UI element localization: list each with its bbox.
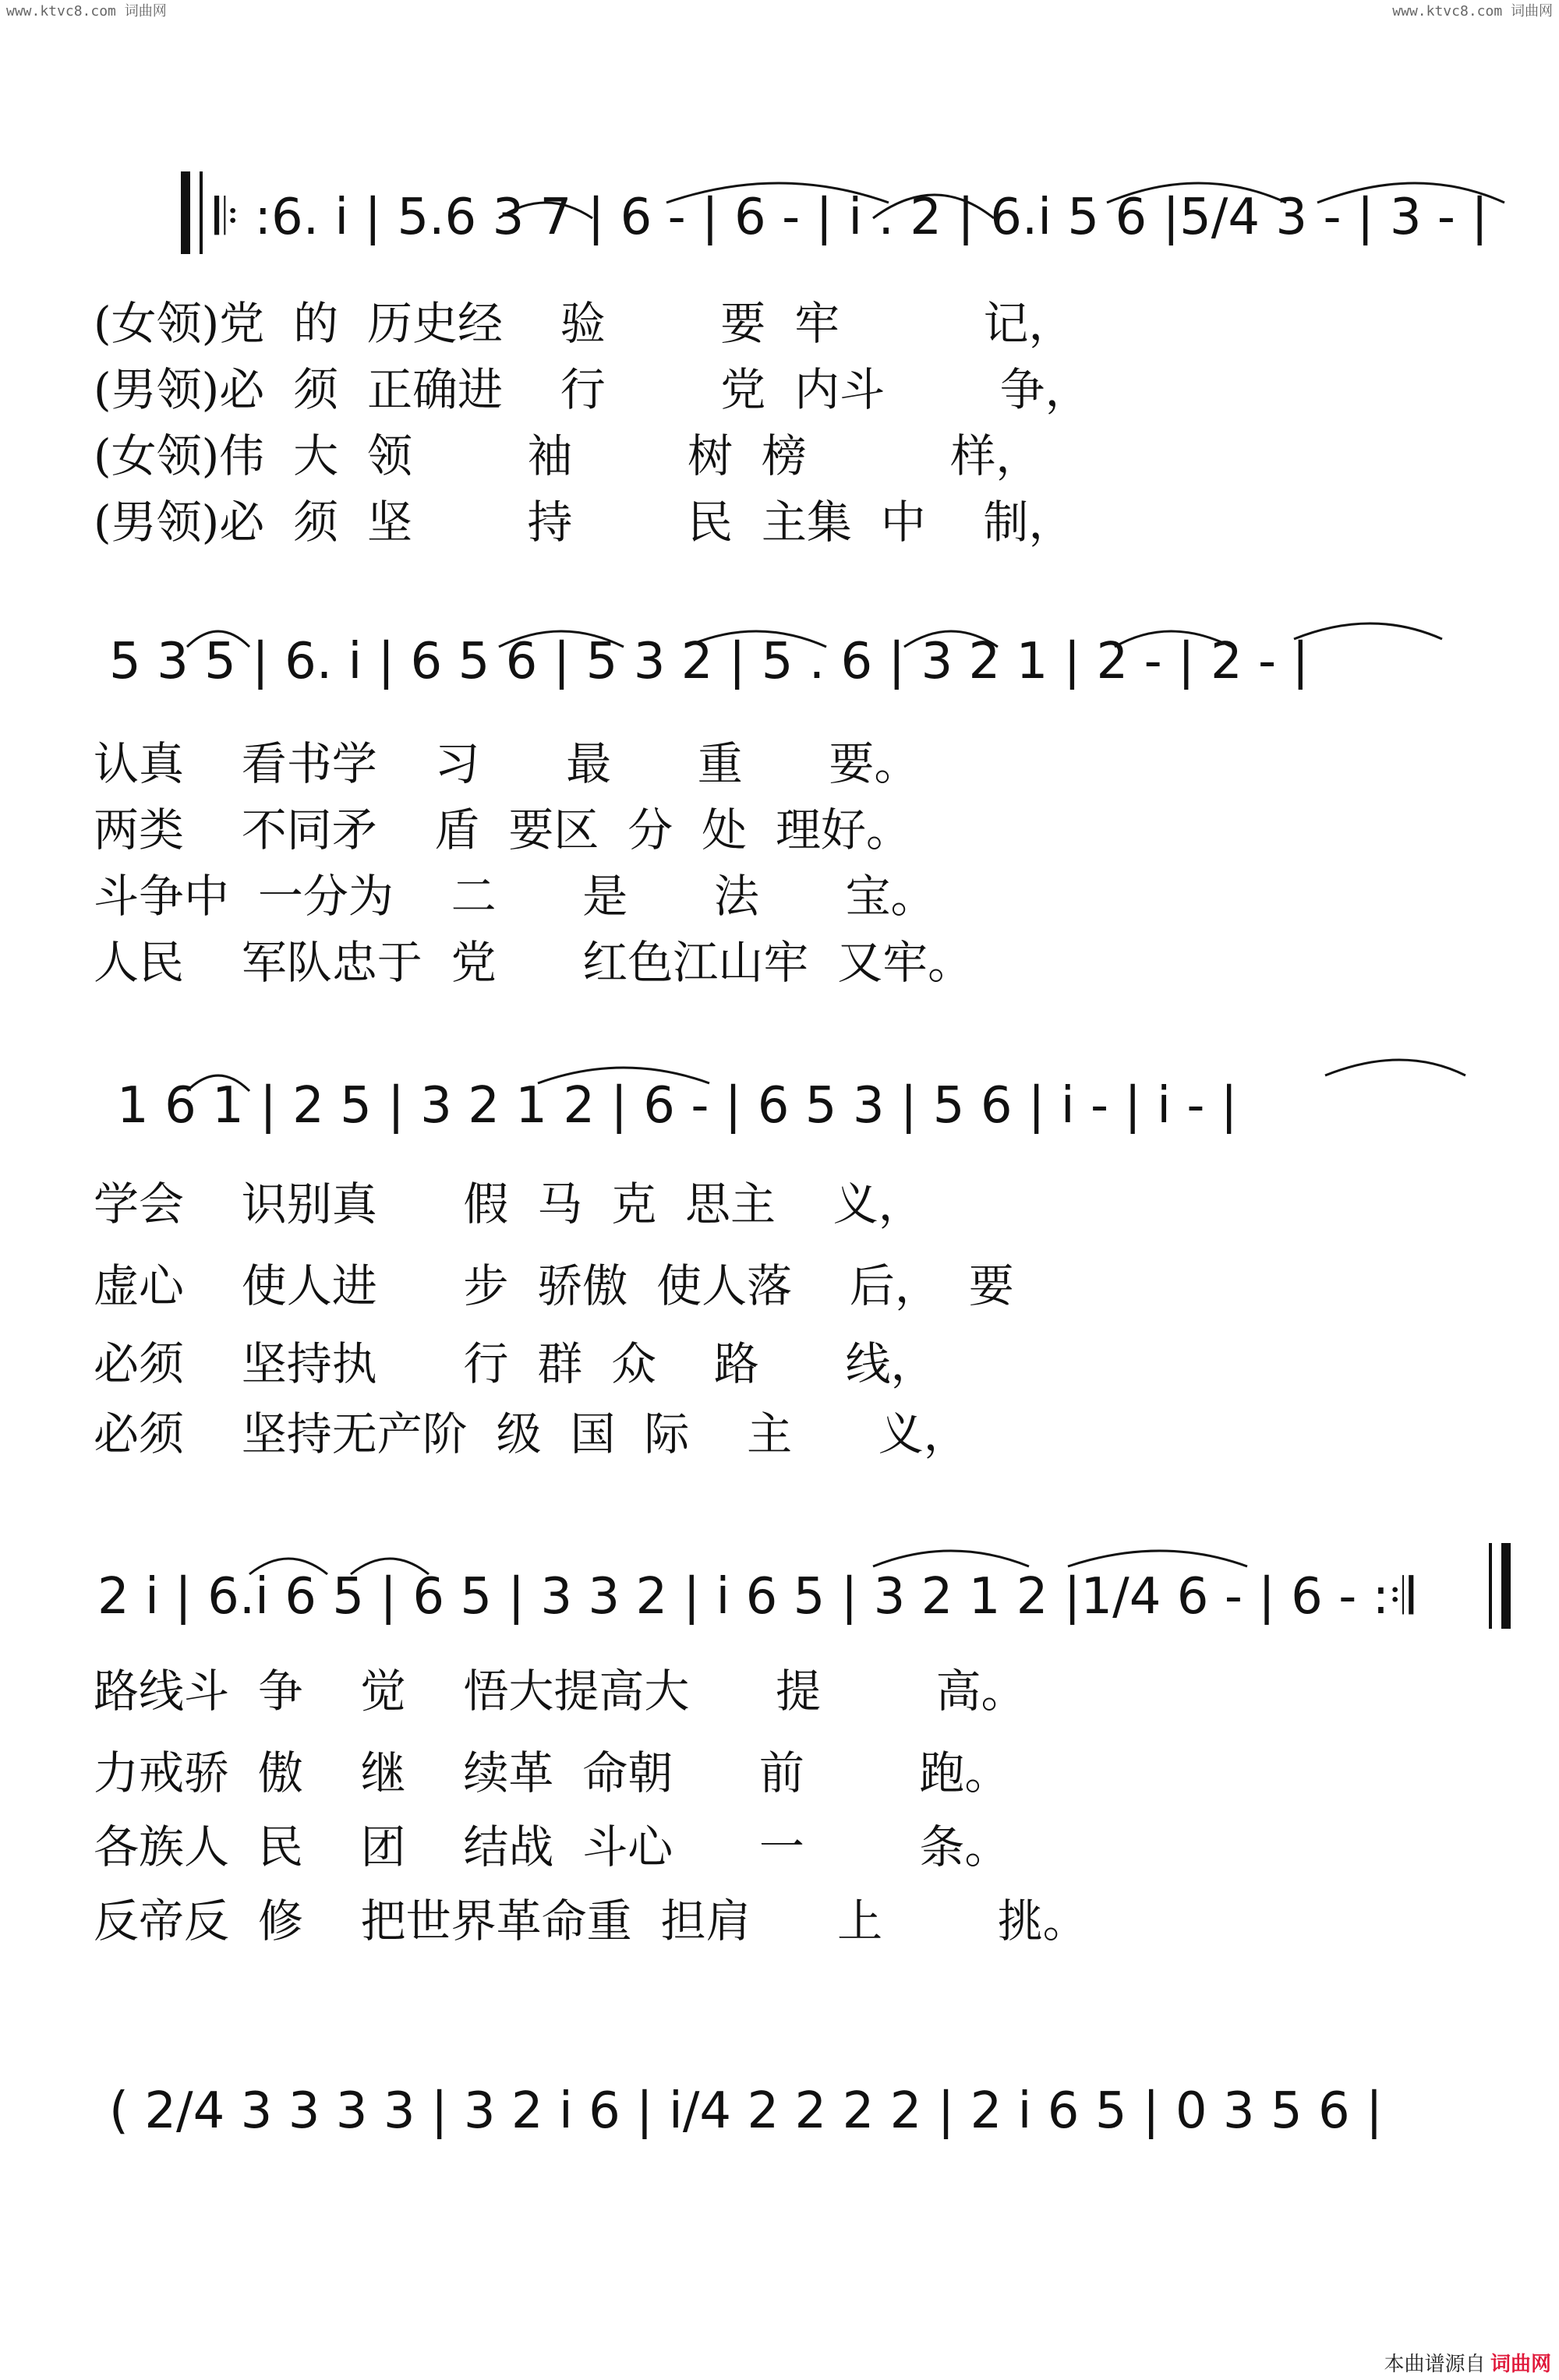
footer-brand: 词曲网 — [1490, 2353, 1551, 2375]
notes-text-3: 1 6 1 | 2 5 | 3 2 1 2 | 6 - | 6 5 3 | 5 6 | i - | i - | — [117, 1077, 1238, 1135]
header-watermark-left: www.ktvc8.com 词曲网 — [6, 3, 167, 19]
notes-line-4 — [0, 1512, 1559, 1652]
notes-staff-4 — [0, 1512, 1559, 1652]
lyric-4-4: 反帝反 修 把世界革命重 担肩 上 挑。 — [94, 1894, 1088, 1947]
notes-staff-3 — [0, 1021, 1559, 1161]
lyric-1-3: (女领)伟 大 领 袖 树 榜 样， — [94, 429, 1041, 482]
notes-text-5: ( 2/4 3 3 3 3 | 3 2 i 6 | i/4 2 2 2 2 | 2 i 6 5 | 0 3 5 6 | — [109, 2082, 1383, 2140]
notes-line-5 — [0, 2026, 1559, 2166]
lyric-1-1: (女领)党 的 历史经 验 要 牢 记， — [94, 297, 1074, 350]
notes-staff-5 — [0, 2026, 1559, 2166]
notes-staff-1 — [0, 140, 1559, 281]
lyric-4-2: 力戒骄 傲 继 续革 命朝 前 跑。 — [94, 1746, 1010, 1799]
lyric-2-1: 认真 看书学 习 最 重 要。 — [94, 737, 920, 790]
lyric-1-2: (男领)必 须 正确进 行 党 内斗 争， — [94, 363, 1091, 416]
lyric-3-3: 必须 坚持执 行 群 众 路 线， — [94, 1337, 936, 1390]
lyric-3-2: 虚心 使人进 步 骄傲 使人落 后， 要 — [94, 1259, 1014, 1312]
notes-text-2: 5 3 5 | 6. i | 6 5 6 | 5 3 2 | 5 . 6 | 3 2 1 | 2 - | 2 - | — [109, 633, 1309, 690]
footer-text: 本曲谱源自 — [1384, 2353, 1486, 2375]
lyric-2-4: 人民 军队忠于 党 红色江山牢 又牢。 — [94, 936, 974, 989]
lyric-2-2: 两类 不同矛 盾 要区 分 处 理好。 — [94, 803, 911, 856]
notes-text-1: 𝄆 :6. i | 5.6 3 7 | 6 - | 6 - | i . 2 | 6.i 5 6 |5/4 3 - | 3 - | — [214, 189, 1488, 246]
header-watermark-right: www.ktvc8.com 词曲网 — [1392, 3, 1553, 19]
lyric-4-3: 各族人 民 团 结战 斗心 一 条。 — [94, 1820, 1010, 1873]
lyric-2-3: 斗争中 一分为 二 是 法 宝。 — [94, 870, 936, 923]
lyric-1-4: (男领)必 须 坚 持 民 主集 中 制， — [94, 496, 1074, 549]
notes-staff-2 — [0, 584, 1559, 725]
lyric-4-1: 路线斗 争 觉 悟大提高大 提 高。 — [94, 1665, 1027, 1718]
lyric-3-1: 学会 识别真 假 马 克 思主 义， — [94, 1178, 924, 1231]
notes-line-2 — [0, 584, 1559, 725]
notes-text-4: 2 i | 6.i 6 5 | 6 5 | 3 3 2 | i 6 5 | 3 2 1 2 |1/4 6 - | 6 - :𝄇 — [97, 1568, 1414, 1626]
notes-line-1 — [0, 140, 1559, 281]
footer-source — [1384, 2348, 1551, 2377]
notes-line-3 — [0, 1021, 1559, 1161]
lyric-3-4: 必须 坚持无产阶 级 国 际 主 义， — [94, 1407, 969, 1460]
